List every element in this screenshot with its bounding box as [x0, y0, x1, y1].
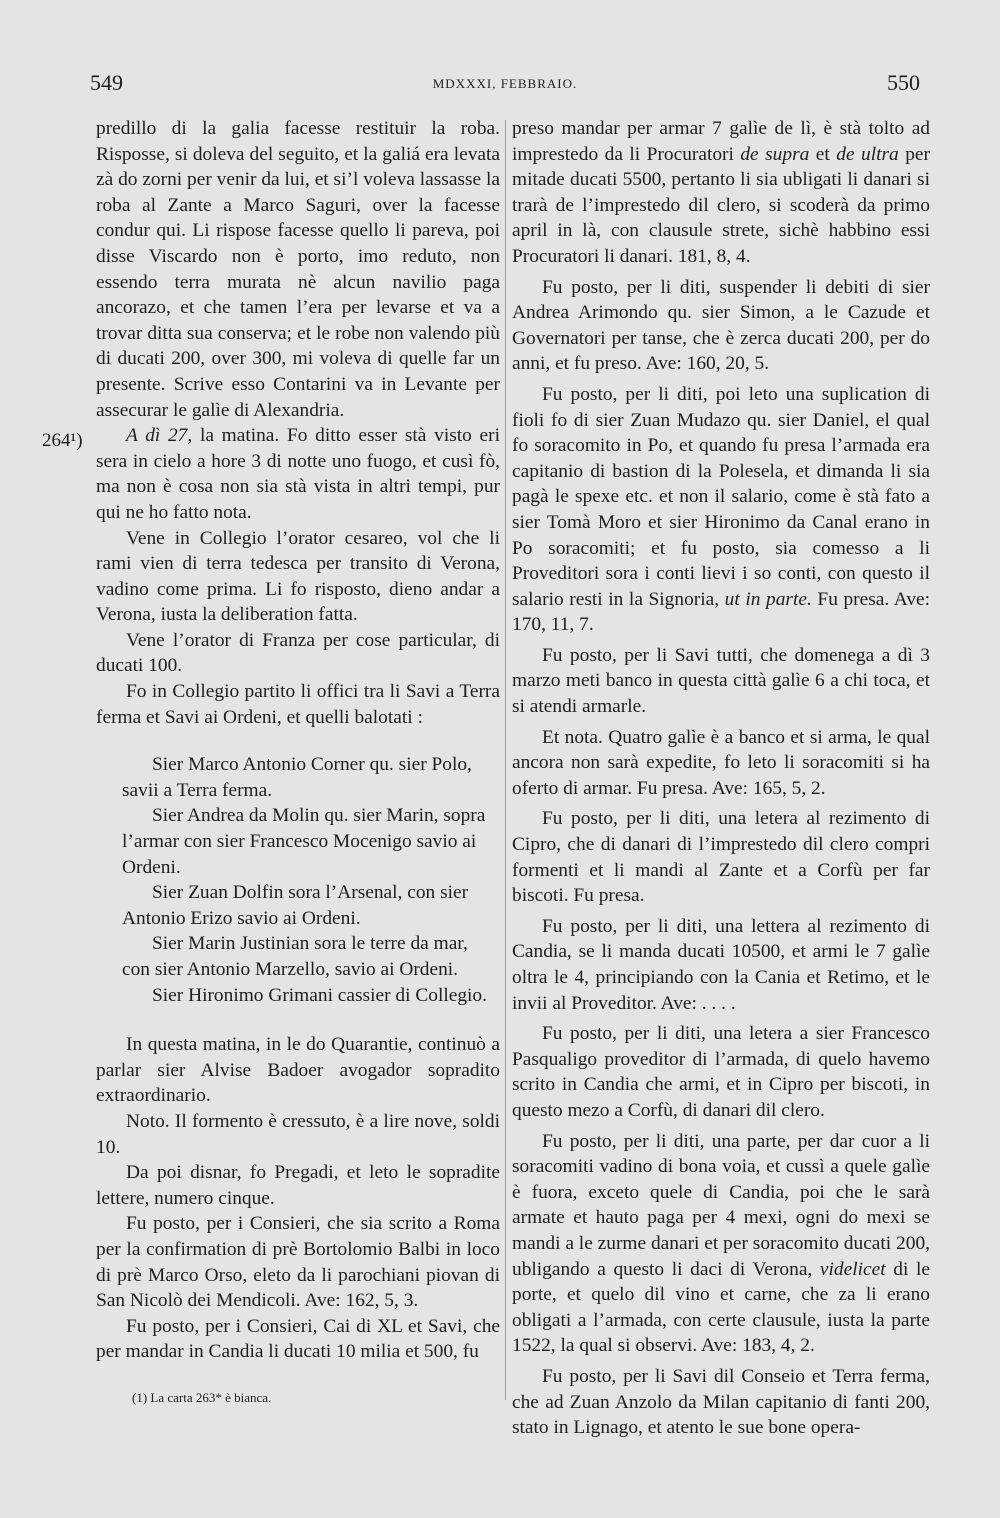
paragraph: In questa matina, in le do Quarantie, continuò a parlar sier Alvise Badoer avogador sopradito extraordinario. [96, 1034, 500, 1107]
date-heading: A dì 27, [126, 425, 193, 447]
paragraph: Vene l’orator di Franza per cose particular, di ducati 100. [96, 629, 500, 677]
list-item: Sier Hironimo Grimani cassier di Collegio. [152, 984, 487, 1006]
paragraph: predillo di la galia facesse restituir la roba. Risposse, si doleva del seguito, et la galiá era levata zà do zorni per venir da lui, et si’l voleva lassasse la roba al Zante a Marco Saguri, over la facesse condur qui. Li rispose facesse quello li pareva, poi disse Viscardo non è porto, imo reduto, non essendo terra murata nè alcun navilio paga ancorazo, et che tamen l’era per levarse et va a trovar ditta sua conserva; et le robe non valendo più di ducati 200, over 300, mi voleva di quelle far un presente. Scrive esso Contarini va in Levante per assecurar le galìe di Alexandria. [96, 118, 500, 421]
list-item: Sier Andrea da Molin qu. sier Marin, sopra l’armar con sier Francesco Mocenigo savio ai Ordeni. [122, 805, 486, 878]
paragraph: Fu posto, per li diti, suspender li debiti di sier Andrea Arimondo qu. sier Simon, a le Cazude et Governatori per tanse, che è zerca ducati 200, per do anni, et fu preso. Ave: 160, 20, 5. [512, 276, 930, 375]
paragraph: Fu posto, per li Savi tutti, che domenega a dì 3 marzo meti banco in questa città galìe 6 a chi toca, et si atendi armarle. [512, 644, 930, 718]
margin-reference: 264¹) [42, 430, 83, 451]
paragraph: preso mandar per armar 7 galìe de lì, è stà tolto ad imprestedo da li Procuratori de supra et de ultra per mitade ducati 5500, pertanto li sia ubligati li danari si trarà de l’imprestedo dil clero, si scoderà da primo april in là, con clausule strete, sichè habbino essi Procuratori li danari. 181, 8, 4. [512, 118, 930, 267]
list-item: Sier Zuan Dolfin sora l’Arsenal, con sier Antonio Erizo savio ai Ordeni. [122, 882, 469, 929]
page-number-left: 549 [90, 70, 123, 95]
paragraph: Fu posto, per i Consieri, Cai di XL et Savi, che per mandar in Candia li ducati 10 milia et 500, fu [96, 1315, 500, 1363]
page-number-right: 550 [887, 70, 920, 95]
column-divider [505, 120, 506, 1400]
office-list [96, 752, 500, 1008]
footnote: (1) La carta 263* è bianca. [132, 1390, 272, 1405]
list-item: Sier Marco Antonio Corner qu. sier Polo, savii a Terra ferma. [122, 754, 472, 801]
paragraph: Fo in Collegio partito li offici tra li Savi a Terra ferma et Savi ai Ordeni, et quelli balotati : [96, 681, 500, 728]
paragraph: Fu posto, per li diti, poi leto una suplication di fioli fo di sier Zuan Mudazo qu. sier Daniel, el qual fo soracomito in Po, et quando fu presa l’armada era capitanio di bastion di la Polesela, et dimanda li sia pagà le spexe etc. et non il salario, come è stà fato a sier Tomà Moro et sier Hironimo da Canal erano in Po soracomiti; et fu posto, sia comesso a li Proveditori sora i conti lievi i so conti, con questo il salario resti in la Signoria, ut in parte. Fu presa. Ave: 170, 11, 7. [512, 383, 931, 636]
paragraph: Fu posto, per li diti, una parte, per dar cuor a li soracomiti vadino di bona voia, et cussì a quele galìe è fuora, exceto quele di Candia, poi che le sarà armate et hauto paga per 4 mexi, ogni do mexi se mandi a le zurme danari et per soracomito ducati 200, ubligando a questo li daci di Verona, videlicet di le porte, et quelo dil vino et carne, che za li erano obligati a l’armada, con certe clausule, iusta la parte 1522, la qual si observi. Ave: 183, 4, 2. [512, 1130, 930, 1357]
paragraph: Fu posto, per li diti, una lettera al rezimento di Candia, se li manda ducati 10500, et armi le 7 galìe oltra le 4, principiando con la Cania et Retimo, et le invii al Proveditor. Ave: . . . . [512, 915, 930, 1014]
right-column [512, 116, 930, 1441]
running-title: MDXXXI, FEBBRAIO. [432, 76, 578, 91]
paragraph: Fu posto, per li diti, una letera a sier Francesco Pasqualigo proveditor di l’armada, di quelo havemo scrito in Candia che armi, et in Cipro per biscoti, in questo mezo a Corfù, di danari dil clero. [512, 1023, 930, 1121]
paragraph: Fu posto, per li diti, una letera al rezimento di Cipro, che di danari di l’imprestedo dil clero compri formenti et li mandi al Zante et a Corfù per far biscoti. Fu presa. [512, 808, 930, 907]
left-column [96, 116, 500, 1365]
paragraph: Fu posto, per li Savi dil Conseio et Terra ferma, che ad Zuan Anzolo da Milan capitanio di fanti 200, stato in Lignago, et atento le sue bone opera- [512, 1365, 930, 1439]
paragraph: Fu posto, per i Consieri, che sia scrito a Roma per la confirmation di prè Bortolomio Balbi in loco di prè Marco Orso, eleto da li parochiani piovan di San Nicolò dei Mendicoli. Ave: 162, 5, 3. [96, 1213, 500, 1312]
paragraph: Da poi disnar, fo Pregadi, et leto le sopradite lettere, numero cinque. [96, 1162, 500, 1209]
paragraph: A dì 27, la matina. Fo ditto esser stà visto eri sera in cielo a hore 3 di notte uno fuogo, et cusì fò, ma non è cosa non sia stà vista in altri tempi, pur qui ne ho fatto nota. [96, 425, 500, 523]
paragraph: Vene in Collegio l’orator cesareo, vol che li rami vien di terra tedesca per transito di Verona, vadino come prima. Li fo risposto, dieno andar a Verona, iusta la deliberation fatta. [96, 527, 500, 626]
paragraph: Et nota. Quatro galìe è a banco et si arma, le qual ancora non sarà expedite, fo leto li soracomiti si ha oferto di armar. Fu presa. Ave: 165, 5, 2. [512, 726, 930, 799]
running-header [90, 70, 920, 110]
paragraph: Noto. Il formento è cressuto, è a lire nove, soldi 10. [96, 1110, 500, 1158]
list-item: Sier Marin Justinian sora le terre da mar, con sier Antonio Marzello, savio ai Ordeni. [122, 933, 468, 980]
